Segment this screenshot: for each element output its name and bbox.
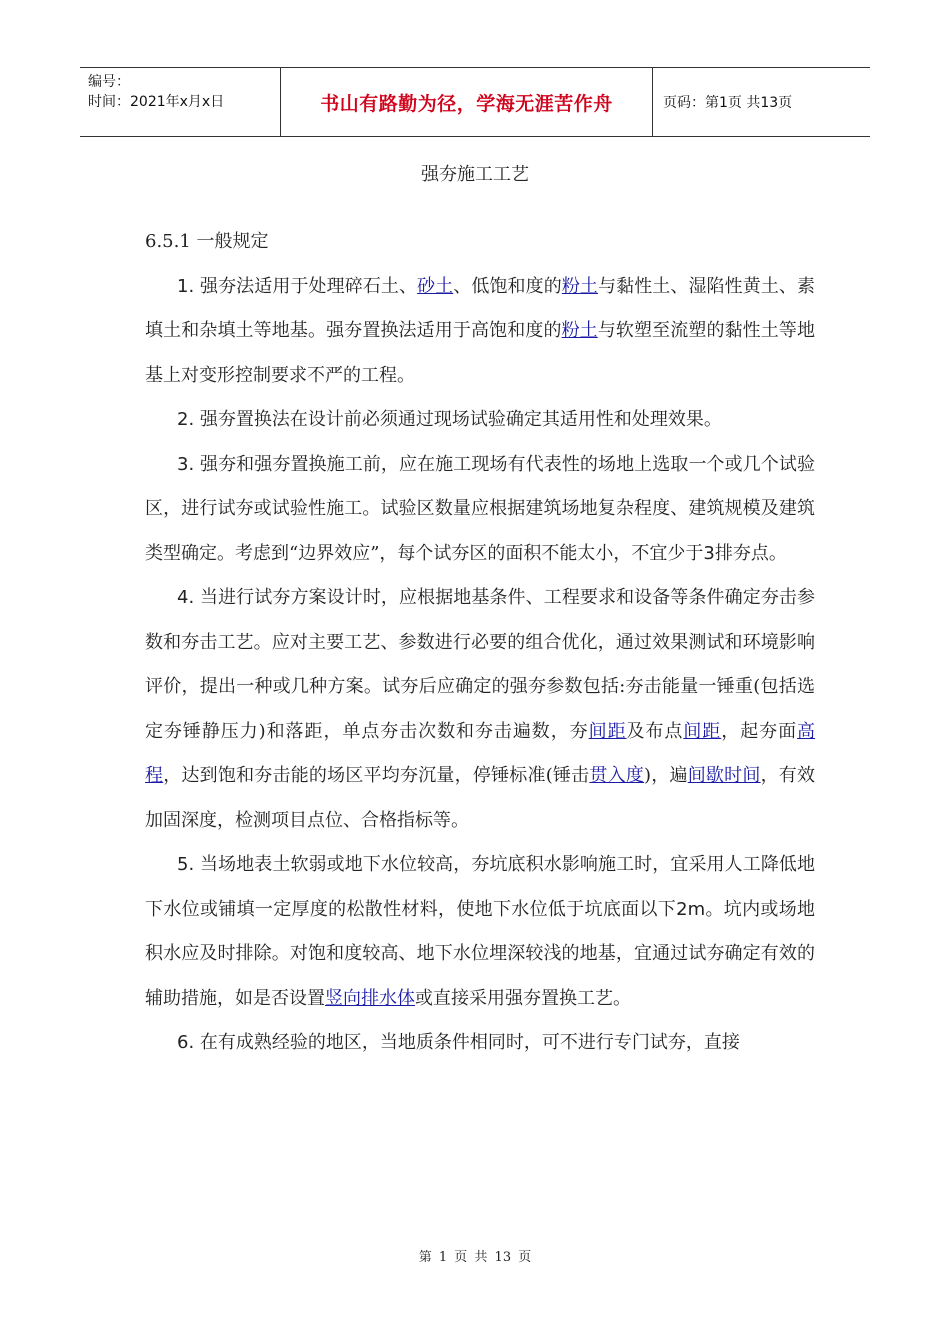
paragraph-text: 及布点 [626,720,684,742]
paragraph-3 [145,443,815,577]
item-number: 4. [177,587,195,608]
paragraph-text: 。坑内或场地积水应及时排除。对饱和度较高、地下水位埋深较浅的地基，宜通过试夯确定有效的辅助措施，如是否设置 [145,898,816,1009]
header-left-cell [80,68,281,136]
paragraph-text: 、低饱和度的 [453,275,562,297]
paragraph-text: 当场地表土软弱或地下水位较高，夯坑底积水影响施工时，宜采用人工降低地下水位或铺填一定厚度的松散性材料，使地下水位低于坑底面以下 [145,854,815,920]
paragraph-6 [145,1021,815,1066]
paragraph-text: ，达到饱和夯击能的场区平均夯沉量，停锤标准(锤击 [163,765,590,786]
page-footer: 第 1 页 共 13 页 [418,1250,532,1265]
paragraph-text: 与黏性土、湿陷性黄土、素填土和杂填土等地基。强夯置换法适用于高饱和度的 [145,275,816,341]
paragraph-text: 在有成熟经验的地区，当地质条件相同时，可不进行专门试夯，直接 [194,1032,740,1053]
link-silt[interactable]: 粉土 [561,320,598,341]
paragraph-text: 强夯法适用于处理碎石土、 [194,275,418,297]
document-number-label: 编号： [88,74,130,90]
paragraph-1 [145,265,815,399]
document-time-label: 时间：2021年x月x日 [88,94,225,110]
document-title: 强夯施工工艺 [421,164,529,185]
link-elevation[interactable]: 高程 [145,720,816,786]
paragraph-text: ，有效加固深度，检测项目点位、合格指标等。 [145,765,816,831]
link-silt[interactable]: 粉土 [561,275,599,297]
item-number: 1. [177,275,195,297]
item-number: 2. [177,409,195,430]
document-body [145,220,815,1066]
paragraph-5 [145,843,815,1021]
item-number: 5. [177,854,195,875]
header-motto: 书山有路勤为径，学海无涯苦作舟 [281,68,653,136]
item-number: 6. [177,1032,195,1053]
link-interval-time[interactable]: 间歇时间 [687,765,761,786]
paragraph-text: 排夯点。 [714,542,787,564]
link-spacing[interactable]: 间距 [683,720,722,742]
link-penetration[interactable]: 贯入度 [589,765,645,786]
paragraph-2 [145,398,815,443]
paragraph-text: )，遍 [644,765,688,786]
header-page-info: 页码：第1页 共13页 [663,95,793,111]
inline-number: 3 [703,542,715,564]
page-header [80,67,870,137]
inline-number: 2m [676,898,706,920]
paragraph-text: ，起夯面 [721,720,798,742]
link-sand-soil[interactable]: 砂土 [417,275,454,297]
paragraph-text: 当进行试夯方案设计时，应根据地基条件、工程要求和设备等条件确定夯击参数和夯击工艺。应对主要工艺、参数进行必要的组合优化，通过效果测试和环境影响评价，提出一种或几种方案。试夯后应确定的强夯参数包括:夯击能量一锤重(包括选定夯锤静压力)和落距，单点夯击次数和夯击遍数，夯 [145,587,815,742]
paragraph-text: 强夯置换法在设计前必须通过现场试验确定其适用性和处理效果。 [194,409,722,430]
item-number: 3. [177,453,195,475]
paragraph-text: 与软塑至流塑的黏性土等地基上对变形控制要求不严的工程。 [145,320,816,386]
link-spacing[interactable]: 间距 [588,720,627,742]
paragraph-text: 或直接采用强夯置换工艺。 [415,987,631,1009]
paragraph-text: 强夯和强夯置换施工前，应在施工现场有代表性的场地上选取一个或几个试验区，进行试夯或试验性施工。试验区数量应根据建筑场地复杂程度、建筑规模及建筑类型确定。考虑到“边界效应”，每个试夯区的面积不能太小，不宜少于 [145,453,815,564]
link-vertical-drain[interactable]: 竖向排水体 [325,987,415,1009]
section-heading: 6.5.1 一般规定 [145,231,269,252]
paragraph-4 [145,576,815,843]
